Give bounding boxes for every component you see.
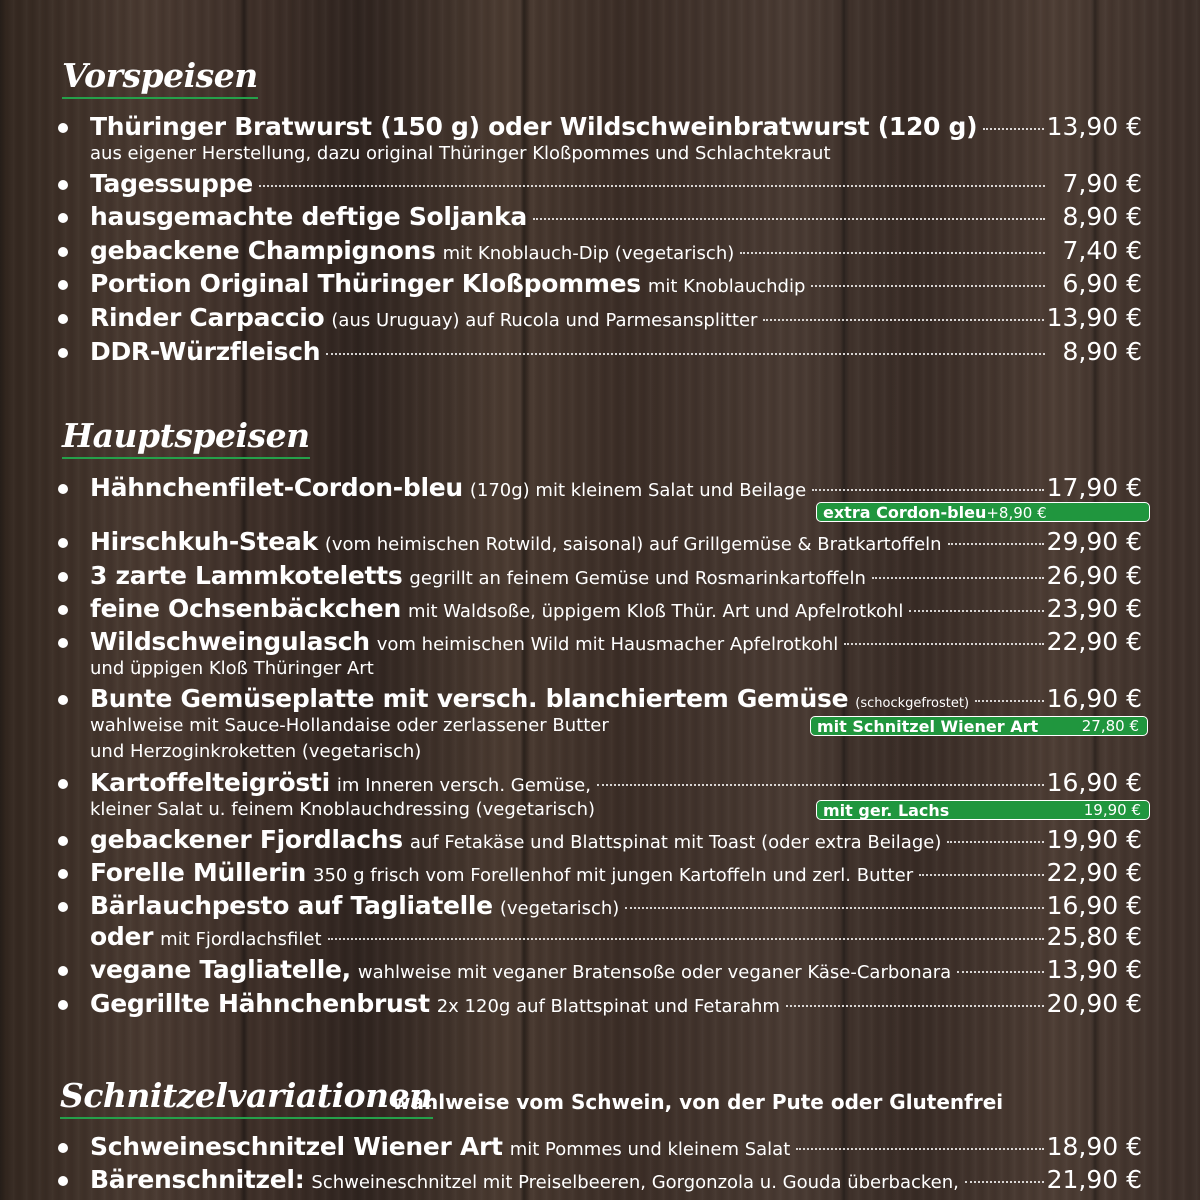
menu-item [58,112,1142,164]
leader-dots [328,938,1044,940]
section-title-vorspeisen: Vorspeisen [62,56,258,99]
menu-item [58,236,1142,270]
item-name: Bunte Gemüseplatte mit versch. blanchiertem Gemüse [90,684,849,713]
item-name: Gegrillte Hähnchenbrust [90,989,430,1018]
item-name: Thüringer Bratwurst (150 g) oder Wildschweinbratwurst (120 g) [90,112,978,141]
menu-item [58,627,1142,679]
item-price: 29,90 € [1046,527,1142,556]
item-price: 17,90 € [1046,473,1142,502]
item-name: DDR-Würzfleisch [90,337,321,366]
item-price: 7,90 € [1062,169,1142,198]
leader-dots [909,610,1043,612]
extra-option-badge [810,716,1148,736]
item-desc: auf Fetakäse und Blattspinat mit Toast (oder extra Beilage) [409,832,942,853]
bullet [58,902,68,912]
item-subline: und Herzoginkroketten (vegetarisch) [90,741,422,762]
item-name: Rinder Carpaccio [90,303,325,332]
item-desc: im Inneren versch. Gemüse, [336,775,591,796]
item-price: 16,90 € [1046,768,1142,797]
leader-dots [763,319,1043,321]
item-subline: und üppigen Kloß Thüringer Art [90,658,374,679]
bullet [58,1000,68,1010]
bullet [58,572,68,582]
leader-dots [872,577,1044,579]
bullet [58,1143,68,1153]
item-price: 13,90 € [1046,112,1142,141]
item-desc: (vom heimischen Rotwild, saisonal) auf Grillgemüse & Bratkartoffeln [324,534,942,555]
item-desc: mit Pommes und kleinem Salat [509,1139,791,1160]
bullet [58,638,68,648]
item-desc: (schockgefrostet) [855,696,970,711]
item-name: Bärenschnitzel: [90,1165,305,1194]
item-desc: wahlweise mit veganer Bratensoße oder veganer Käse-Carbonara [357,962,952,983]
item-desc: mit Fjordlachsfilet [160,929,322,950]
item-name: oder [90,922,154,951]
extra-price: +8,90 € [986,503,1047,522]
leader-dots [965,1181,1044,1183]
item-desc: (vegetarisch) [499,898,620,919]
leader-dots [625,907,1043,909]
item-price: 22,90 € [1046,627,1142,656]
item-price: 20,90 € [1046,989,1142,1018]
item-name: gebackene Champignons [90,236,436,265]
item-name: Schweineschnitzel Wiener Art [90,1132,503,1161]
item-price: 8,90 € [1062,202,1142,231]
item-price: 23,90 € [1046,594,1142,623]
item-name: feine Ochsenbäckchen [90,594,401,623]
menu-item [58,1132,1142,1166]
section-subtitle: wahlweise vom Schwein, von der Pute oder Glutenfrei [392,1090,1004,1114]
leader-dots [597,784,1044,786]
leader-dots [796,1148,1043,1150]
bullet [58,836,68,846]
item-desc: 2x 120g auf Blattspinat und Fetarahm [436,996,780,1017]
menu-item [58,594,1142,628]
item-price: 7,40 € [1062,236,1142,265]
menu-item [58,955,1142,989]
item-desc: (aus Uruguay) auf Rucola und Parmesansplitter [331,310,758,331]
bullet [58,966,68,976]
bullet [58,695,68,705]
bullet [58,484,68,494]
leader-dots [811,285,1045,287]
extra-label: mit ger. Lachs [823,800,950,820]
item-name: Hähnchenfilet-Cordon-bleu [90,473,463,502]
item-price: 6,90 € [1062,269,1142,298]
item-subline: aus eigener Herstellung, dazu original Thüringer Kloßpommes und Schlachtekraut [90,143,831,164]
item-name: vegane Tagliatelle, [90,955,351,984]
leader-dots [259,185,1045,187]
menu-item [58,561,1142,595]
item-desc: 350 g frisch vom Forellenhof mit jungen Kartoffeln und zerl. Butter [313,865,914,886]
bullet [58,314,68,324]
item-desc: mit Knoblauchdip [647,276,806,297]
item-name: hausgemachte deftige Soljanka [90,202,527,231]
leader-dots [533,218,1045,220]
menu-item [58,891,1142,925]
bullet [58,180,68,190]
menu-item-alternative [58,922,1142,956]
menu-item [58,527,1142,561]
menu-item [58,269,1142,303]
item-name: Tagessuppe [90,169,253,198]
leader-dots [812,489,1043,491]
leader-dots [957,971,1043,973]
bullet [58,779,68,789]
item-price: 21,90 € [1046,1165,1142,1194]
menu-item [58,858,1142,892]
leader-dots [326,353,1045,355]
item-price: 16,90 € [1046,684,1142,713]
item-desc: (170g) mit kleinem Salat und Beilage [469,480,807,501]
item-name: Wildschweingulasch [90,627,370,656]
item-name: gebackener Fjordlachs [90,825,403,854]
item-price: 26,90 € [1046,561,1142,590]
bullet [58,213,68,223]
section-title-hauptspeisen: Hauptspeisen [62,416,310,459]
extra-option-badge [816,502,1150,522]
menu-item [58,337,1142,371]
item-desc: vom heimischen Wild mit Hausmacher Apfelrotkohl [376,634,839,655]
item-price: 18,90 € [1046,1132,1142,1161]
extra-option-badge [816,800,1150,820]
item-subline: wahlweise mit Sauce-Hollandaise oder zerlassener Butter [90,715,609,736]
extra-label: extra Cordon-bleu [823,502,987,522]
bullet [58,247,68,257]
item-desc: Schweineschnitzel mit Preiselbeeren, Gorgonzola u. Gouda überbacken, [311,1172,959,1193]
item-name: Portion Original Thüringer Kloßpommes [90,269,641,298]
bullet [58,869,68,879]
leader-dots [740,252,1045,254]
menu-item [58,202,1142,236]
leader-dots [983,128,1043,130]
item-desc: mit Knoblauch-Dip (vegetarisch) [442,243,735,264]
item-subline: kleiner Salat u. feinem Knoblauchdressing (vegetarisch) [90,799,596,820]
menu-item [58,989,1142,1023]
bullet [58,280,68,290]
item-price: 13,90 € [1046,955,1142,984]
bullet [58,123,68,133]
extra-price: 19,90 € [1083,801,1141,819]
item-price: 22,90 € [1046,858,1142,887]
item-name: Kartoffelteigrösti [90,768,330,797]
leader-dots [844,643,1043,645]
menu-item [58,169,1142,203]
bullet [58,605,68,615]
bullet [58,538,68,548]
bullet [58,1176,68,1186]
section-title-schnitzel: Schnitzelvariationen [60,1076,433,1119]
leader-dots [919,874,1043,876]
item-name: Hirschkuh-Steak [90,527,318,556]
item-price: 13,90 € [1046,303,1142,332]
menu-item [58,825,1142,859]
item-price: 25,80 € [1046,922,1142,951]
bullet [58,348,68,358]
item-price: 19,90 € [1046,825,1142,854]
item-name: Bärlauchpesto auf Tagliatelle [90,891,493,920]
item-desc: gegrillt an feinem Gemüse und Rosmarinkartoffeln [409,568,866,589]
leader-dots [975,700,1044,702]
leader-dots [786,1005,1044,1007]
item-price: 8,90 € [1062,337,1142,366]
item-price: 16,90 € [1046,891,1142,920]
extra-price: 27,80 € [1081,717,1139,735]
menu-item [58,303,1142,337]
item-name: 3 zarte Lammkoteletts [90,561,403,590]
menu-item [58,1165,1142,1199]
leader-dots [947,841,1043,843]
item-name: Forelle Müllerin [90,858,306,887]
item-desc: mit Waldsoße, üppigem Kloß Thür. Art und Apfelrotkohl [407,601,904,622]
leader-dots [948,543,1044,545]
extra-label: mit Schnitzel Wiener Art [817,716,1039,736]
